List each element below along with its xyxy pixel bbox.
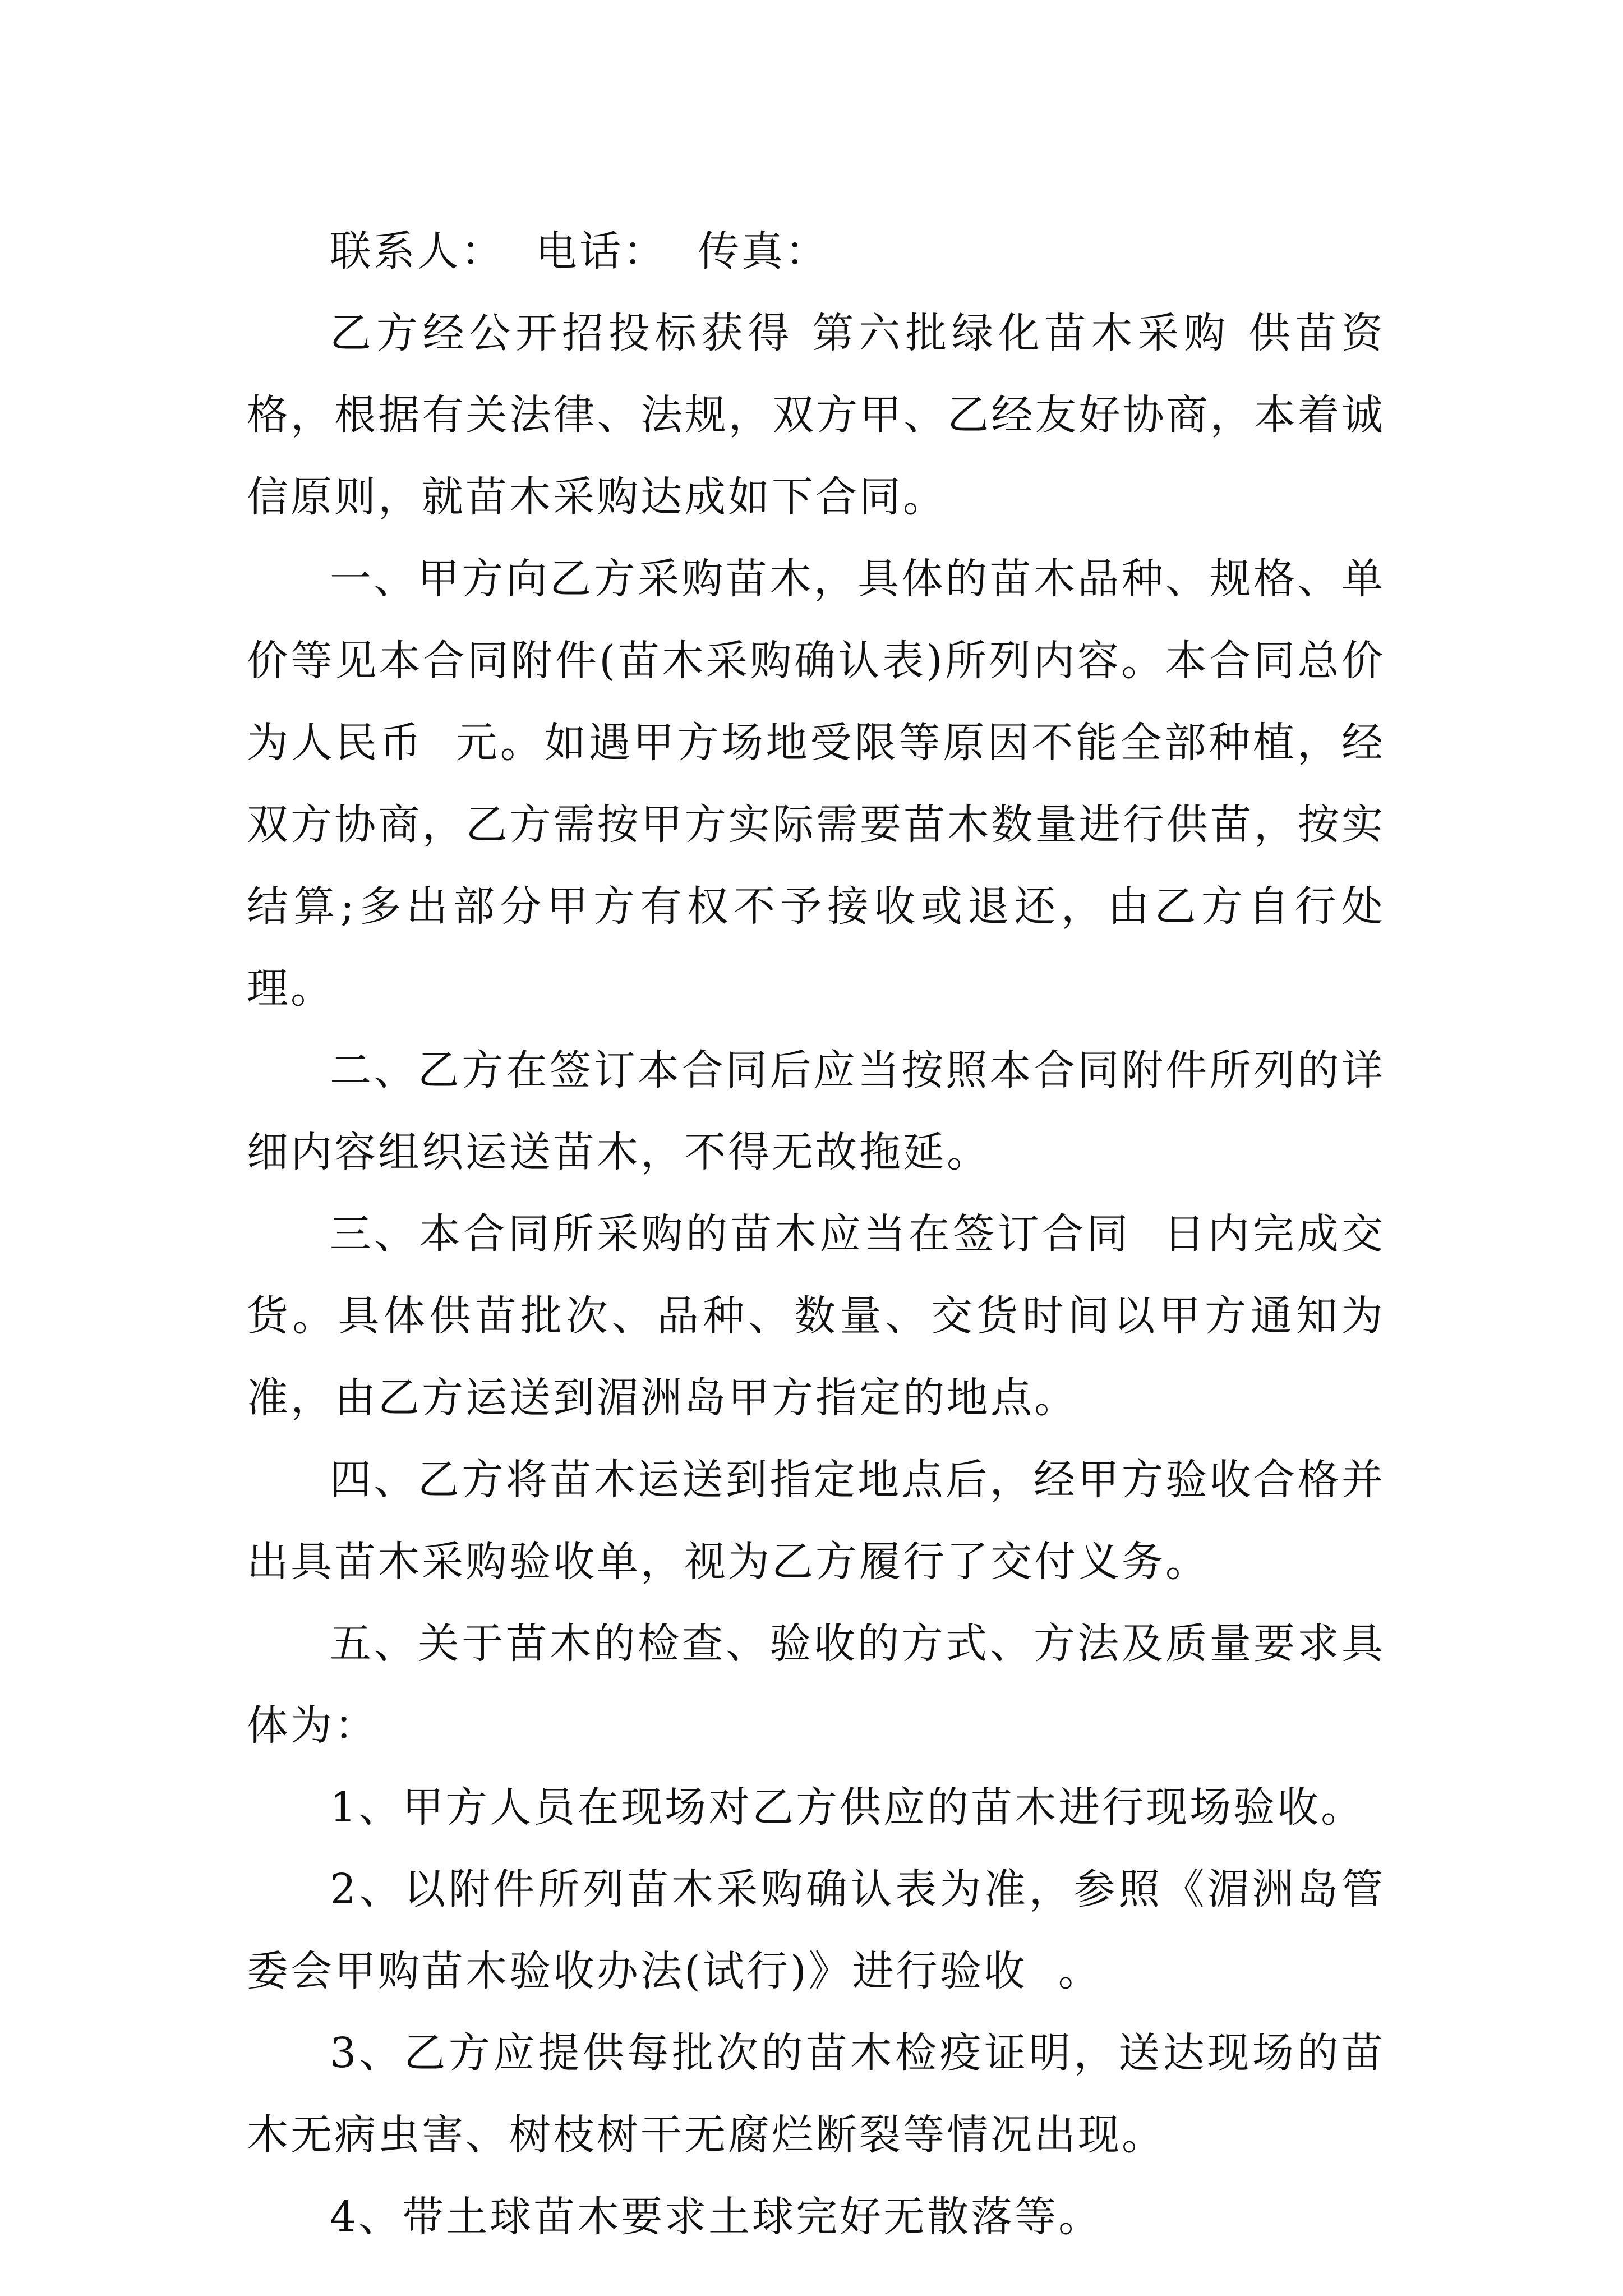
clause-5-item-2: 2、以附件所列苗木采购确认表为准，参照《湄洲岛管委会甲购苗木验收办法(试行)》进行验收 。: [247, 1865, 1385, 1995]
preamble-paragraph: 乙方经公开招投标获得 第六批绿化苗木采购 供苗资格，根据有关法律、法规，双方甲、乙经友好协商，本着诚信原则，就苗木采购达成如下合同。: [247, 309, 1385, 521]
clause-5-item-4: 4、带土球苗木要求土球完好无散落等。: [330, 2193, 1103, 2241]
clause-2-paragraph: 二、乙方在签订本合同后应当按照本合同附件所列的详细内容组织运送苗木，不得无故拖延。: [247, 1046, 1385, 1176]
clause-3-paragraph: 三、本合同所采购的苗木应当在签订合同 日内完成交货。具体供苗批次、品种、数量、交货时间以甲方通知为准，由乙方运送到湄洲岛甲方指定的地点。: [247, 1210, 1385, 1422]
clause-1-paragraph: 一、甲方向乙方采购苗木，具体的苗木品种、规格、单价等见本合同附件(苗木采购确认表)所列内容。本合同总价为人民币 元。如遇甲方场地受限等原因不能全部种植，经双方协商，乙方需按甲方实际需要苗木数量进行供苗，按实结算;多出部分甲方有权不予接收或退还，由乙方自行处理。: [247, 555, 1385, 1013]
clause-4-paragraph: 四、乙方将苗木运送到指定地点后，经甲方验收合格并出具苗木采购验收单，视为乙方履行了交付义务。: [247, 1456, 1385, 1586]
clause-5-item-1: 1、甲方人员在现场对乙方供应的苗木进行现场验收。: [330, 1783, 1365, 1832]
document-body: [247, 210, 1385, 2258]
clause-5-paragraph: 五、关于苗木的检查、验收的方式、方法及质量要求具体为：: [247, 1619, 1385, 1750]
clause-5-item-3: 3、乙方应提供每批次的苗木检疫证明，送达现场的苗木无病虫害、树枝树干无腐烂断裂等情况出现。: [247, 2029, 1385, 2159]
contact-line: 联系人： 电话： 传真：: [330, 227, 829, 275]
